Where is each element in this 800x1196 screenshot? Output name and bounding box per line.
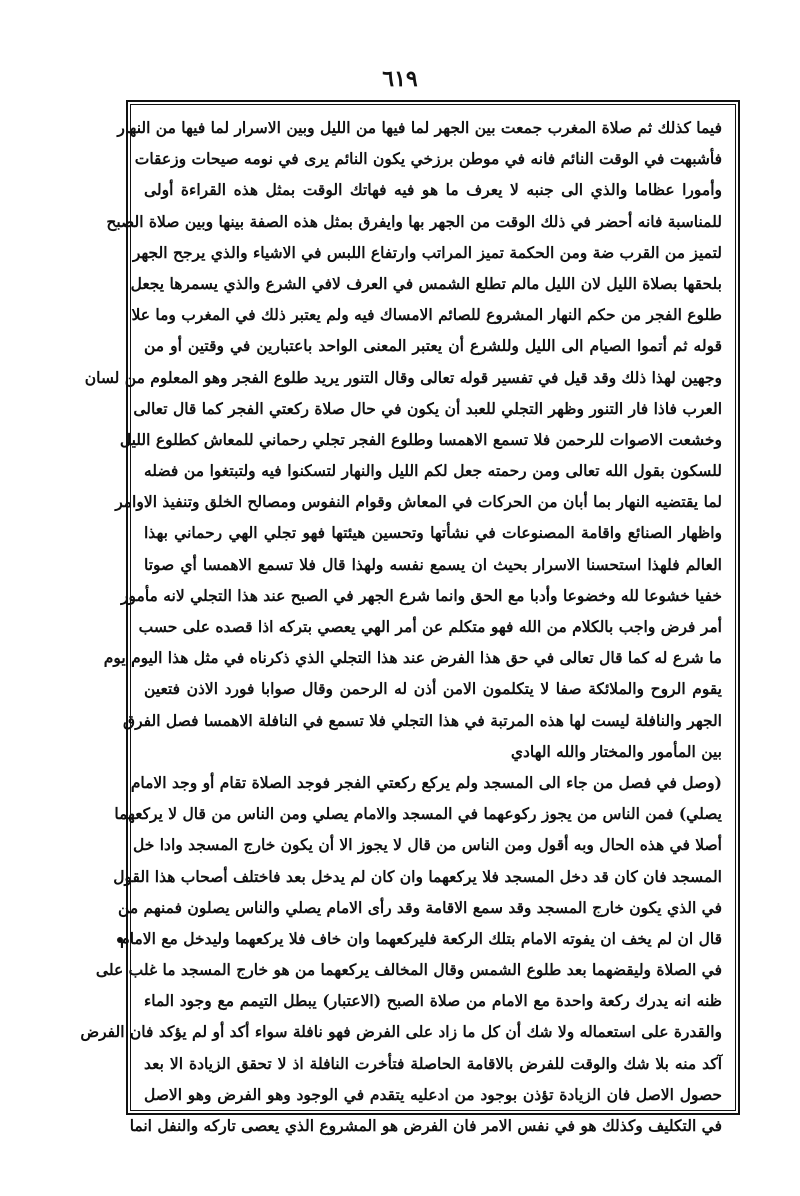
text-line: ما شرع له كما قال تعالى في حق هذا الفرض عند هذا التجلي الذي ذكرناه في مثل هذا اليوم يوم [103, 648, 722, 668]
text-line: العرب فاذا فار التنور وظهر التجلي للعبد أن يكون في حال صلاة ركعتي الفجر كما قال تعالى [133, 398, 722, 418]
text-line: خفيا خشوعا لله وخضوعا وأدبا مع الحق وانما شرع الجهر في الصبح عند هذا التجلي لانه مأمور [121, 585, 722, 605]
text-line: قوله ثم أتموا الصيام الى الليل وللشرع أن يعتبر المعنى الواحد باعتبارين في وقتين أو من [144, 336, 722, 356]
text-line: طلوع الفجر من حكم النهار المشروع للصائم الامساك فيه ولم يعتبر ذلك في المغرب وما علا [131, 305, 722, 325]
text-line: للسكون بقول الله تعالى ومن رحمته جعل لكم الليل والنهار لتسكنوا فيه ولتبتغوا من فضله [144, 461, 722, 481]
page-number: ٦١٩ [382, 66, 418, 92]
text-line: الجهر والنافلة ليست لها هذه المرتبة في هذا التجلي فلا تسمع في النافلة الاهمسا فصل الفرق [123, 710, 722, 730]
text-line: في الصلاة وليقضهما بعد طلوع الشمس وقال المخالف يركعهما من هو خارج المسجد ما غلب على [95, 960, 722, 980]
text-line: العالم فلهذا استحسنا الاسرار بحيث ان يسمع نفسه ولهذا قال فلا تسمع الاهمسا أي صوتا [144, 554, 722, 574]
text-line: في الذي يكون خارج المسجد وقد سمع الاقامة وقد رأى الامام يصلي والناس يصلون فمنهم من [118, 897, 722, 917]
text-line: بلحقها بصلاة الليل لان الليل مالم تطلع الشمس في العرف لافي الشرع والذي يسمرها يجعل [130, 273, 722, 293]
body-text [80, 112, 722, 1135]
text-line: قال ان لم يخف ان يفوته الامام بتلك الركعة فليركعهما وان خاف فلا يركعهما وليدخل مع الامام [120, 928, 722, 948]
text-line: المسجد فان كان قد دخل المسجد فلا يركعهما وان كان لم يدخل بعد فاختلف أصحاب هذا القول [113, 866, 722, 886]
text-line: آكد منه بلا شك والوقت للفرض بالاقامة الحاصلة فتأخرت النافلة اذ لا تحقق الزيادة الا بعد [144, 1053, 722, 1073]
text-line: في التكليف وكذلك هو في نفس الامر فان الفرض هو المشروع الذي يعصى تاركه والنفل انما [129, 1116, 722, 1135]
text-line: واظهار الصنائع واقامة المصنوعات في نشأتها وتحسين هيئتها فهو تجلي الهي رحماني بهذا [144, 523, 722, 543]
text-line: وجهين لهذا ذلك وقد قيل في تفسير قوله تعالى وقال التنور يريد طلوع الفجر وهو المعلوم من لسان [84, 367, 722, 387]
text-line: أصلا في هذه الحال وبه أقول ومن الناس من قال لا يجوز الا أن يكون خارج المسجد وادا خل [133, 835, 722, 855]
text-line: لتميز من القرب ضة ومن الحكمة تميز المراتب وارتفاع اللبس في الاشياء والذي يرجح الجهر [132, 242, 722, 262]
text-line: فأشبهت في الوقت النائم فانه في موطن برزخي يكون النائم يرى في نومه صيحات وزعقات [134, 149, 722, 169]
text-line: حصول الاصل فان الزيادة تؤذن بوجود من ادعليه يتقدم في الوجود وهو الفرض وهو الاصل [144, 1084, 722, 1104]
text-line: وخشعت الاصوات للرحمن فلا تسمع الاهمسا وطلوع الفجر تجلي رحماني للمعاش كطلوع الليل [119, 429, 722, 449]
text-line: (وصل في فصل من جاء الى المسجد ولم يركع ركعتي الفجر فوجد الصلاة تقام أو وجد الامام [130, 772, 722, 792]
text-line: يقوم الروح والملائكة صفا لا يتكلمون الامن أذن له الرحمن وقال صوابا فورد الاذن فتعين [144, 679, 722, 699]
text-line: لما يقتضيه النهار بما أبان من الحركات في المعاش وقوام النفوس ومصالح الخلق وتنفيذ الاوامر [115, 492, 722, 512]
text-line: وأمورا عظاما والذي الى جنبه لا يعرف ما هو فيه فهاتك الوقت بمثل هذه القراءة أولى [144, 180, 722, 200]
text-line: أمر فرض واجب بالكلام من الله فهو متكلم عن أمر الهي يعصي بتركه اذا قصده على حسب [138, 617, 722, 636]
text-line: بين المأمور والمختار والله الهادي [510, 741, 722, 761]
text-line: والقدرة على استعماله ولا شك أن كل ما زاد على الفرض فهو نافلة سواء أكد أو لم يؤكد فان الفرض [80, 1022, 722, 1042]
text-line: يصلي) فمن الناس من يجوز ركوعهما في المسجد والامام يصلي ومن الناس من قال لا يركعهما [114, 804, 722, 824]
text-line: للمناسبة فانه أحضر في ذلك الوقت من الجهر بها وايفرق بمثل هذه الصفة بينها وبين صلاة الصبح [106, 211, 722, 231]
text-line: فيما كذلك ثم صلاة المغرب جمعت بين الجهر لما فيها من الليل وبين الاسرار لما فيها من النهار [117, 118, 722, 137]
text-line: ظنه انه يدرك ركعة واحدة مع الامام من صلاة الصبح (الاعتبار) يبطل التيمم مع وجود الماء [144, 991, 722, 1011]
